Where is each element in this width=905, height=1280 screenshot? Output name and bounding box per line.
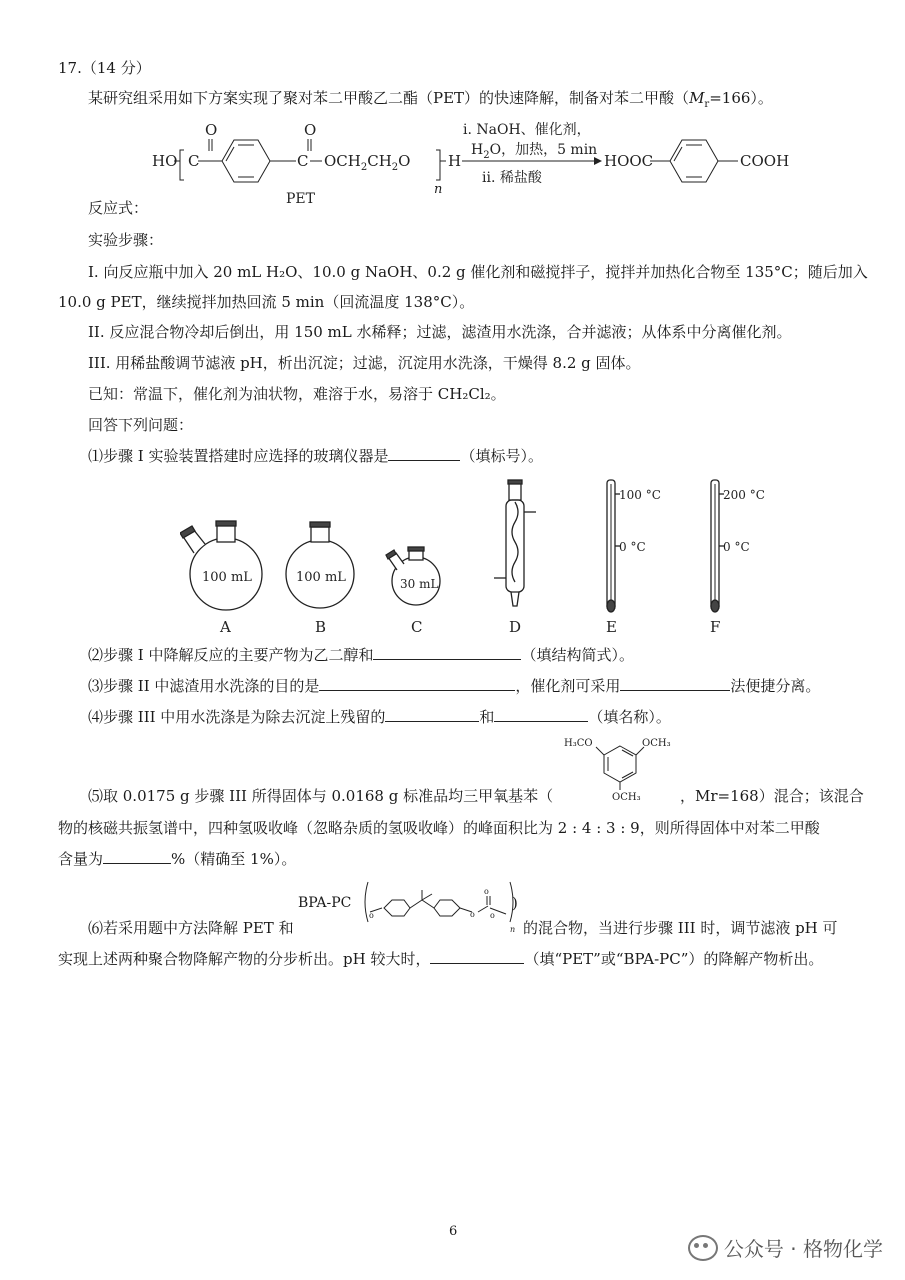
label-c: C [411, 618, 423, 636]
q2-suffix: （填结构简式）。 [521, 646, 634, 664]
therm-e-zero: 0 °C [619, 540, 646, 554]
tmb-och3-bottom: OCH₃ [612, 792, 641, 803]
watermark [688, 1233, 883, 1262]
flask-c-vol: 30 mL [400, 577, 439, 591]
q6-line1-b: 的混合物，当进行步骤 III 时，调节滤液 pH 可 [523, 919, 838, 937]
reaction-label: 反应式： [88, 199, 149, 217]
flask-b [286, 522, 354, 608]
rx-cond3: ii. 稀盐酸 [482, 170, 542, 186]
label-d: D [509, 618, 522, 636]
intro-text [88, 88, 773, 115]
q6-line1-a: ⑹若采用题中方法降解 PET 和 [88, 919, 294, 937]
rx-cooh: COOH [740, 152, 790, 170]
bpa-close-paren: ) [512, 894, 518, 912]
watermark-text: 公众号 · 格物化学 [723, 1237, 883, 1261]
rx-o1: O [205, 121, 218, 139]
answer-prompt: 回答下列问题： [88, 416, 194, 434]
flask-a [180, 521, 262, 610]
condenser-d [494, 480, 536, 606]
rx-cond2: $H_2O$，加热，5 min [471, 142, 598, 161]
svg-text:o: o [470, 910, 475, 919]
q3 [88, 676, 820, 696]
q3-text: ⑶步骤 II 中滤渣用水洗涤的目的是 [88, 677, 320, 695]
rx-c1: C [188, 152, 200, 170]
svg-text:o: o [369, 911, 374, 920]
q4-suffix: （填名称）。 [588, 708, 671, 726]
rx-h: H [448, 152, 462, 170]
q5-line1-a: ⑸取 0.0175 g 步骤 III 所得固体与 0.0168 g 标准品均三甲氧基苯（ [88, 787, 554, 805]
q3-suffix: 法便捷分离。 [730, 677, 821, 695]
q5-line1-b: ，Mr=168）混合；该混合 [680, 787, 864, 805]
apparatus-figure [180, 478, 770, 638]
q3-blank1[interactable] [319, 676, 515, 691]
bpa-n: n [510, 925, 516, 934]
intro-mr-sub: r [704, 99, 710, 110]
reaction-scheme [150, 118, 810, 210]
rx-n: n [434, 182, 443, 197]
q4-mid: 和 [479, 708, 495, 726]
rx-c2: C [297, 152, 309, 170]
question-header: 17.（14 分） [58, 59, 151, 77]
q5-blank[interactable] [103, 849, 171, 864]
intro-main: 某研究组采用如下方案实现了聚对苯二甲酸乙二酯（PET）的快速降解，制备对苯二甲酸（ [88, 89, 690, 107]
svg-text:o: o [490, 911, 495, 920]
intro-mr-val: =166）。 [709, 89, 773, 107]
q1-blank[interactable] [388, 446, 460, 461]
q1 [88, 446, 543, 466]
q1-suffix: （填标号）。 [460, 447, 543, 465]
q5-suffix: %（精确至 1%）。 [171, 850, 297, 868]
q6-text: 实现上述两种聚合物降解产物的分步析出。pH 较大时， [58, 950, 431, 968]
flask-c [386, 547, 440, 605]
bpa-label: BPA-PC [298, 895, 352, 911]
q2 [88, 645, 634, 665]
step1-line1: I. 向反应瓶中加入 20 mL H₂O、10.0 g NaOH、0.2 g 催化剂和磁搅拌子，搅拌并加热化合物至 135°C；随后加入 [88, 263, 868, 281]
rx-hooc: HOOC [604, 152, 654, 170]
label-e: E [606, 618, 617, 636]
q4-text: ⑷步骤 III 中用水洗涤是为除去沉淀上残留的 [88, 708, 386, 726]
q1-text: ⑴步骤 I 实验装置搭建时应选择的玻璃仪器是 [88, 447, 389, 465]
steps-title: 实验步骤： [88, 231, 164, 249]
intro-mr: M [689, 89, 705, 107]
therm-f-top: 200 °C [723, 488, 765, 502]
q6-suffix: （填“PET”或“BPA-PC”）的降解产物析出。 [524, 950, 824, 968]
q6-line2 [58, 949, 823, 969]
q2-blank[interactable] [373, 645, 521, 660]
known-info: 已知：常温下，催化剂为油状物，难溶于水，易溶于 CH₂Cl₂。 [88, 385, 506, 403]
step1-line2: 10.0 g PET，继续搅拌加热回流 5 min（回流温度 138°C）。 [58, 293, 475, 311]
rx-ester: $OCH_2CH_2O$ [324, 152, 411, 173]
q4-blank2[interactable] [494, 707, 588, 722]
label-a: A [220, 618, 231, 636]
q2-text: ⑵步骤 I 中降解反应的主要产物为乙二醇和 [88, 646, 374, 664]
flask-a-vol: 100 mL [202, 570, 252, 585]
rx-pet: PET [286, 191, 315, 207]
label-f: F [710, 618, 721, 636]
page-number: 6 [449, 1224, 458, 1239]
rx-o2: O [304, 121, 317, 139]
q4 [88, 707, 671, 727]
svg-text:o: o [484, 887, 489, 896]
therm-f-zero: 0 °C [723, 540, 750, 554]
flask-b-vol: 100 mL [296, 570, 346, 585]
therm-e-top: 100 °C [619, 488, 661, 502]
q5-line2: 物的核磁共振氢谱中，四种氢吸收峰（忽略杂质的氢吸收峰）的峰面积比为 2 : 4 : 3 : 9，则所得固体中对苯二甲酸 [58, 819, 820, 837]
wechat-icon [688, 1235, 718, 1261]
bpa-pc-structure [360, 872, 520, 934]
q3-blank2[interactable] [620, 676, 730, 691]
q3-mid: ，催化剂可采用 [515, 677, 621, 695]
trimethoxybenzene-structure [560, 732, 680, 804]
step3: III. 用稀盐酸调节滤液 pH，析出沉淀；过滤，沉淀用水洗涤，干燥得 8.2 g 固体。 [88, 354, 641, 372]
tmb-och3-left: H₃CO [564, 738, 593, 749]
q5-text: 含量为 [58, 850, 104, 868]
rx-cond1: i. NaOH、催化剂， [463, 122, 591, 138]
q5-line3 [58, 849, 296, 869]
q6-blank[interactable] [430, 949, 524, 964]
tmb-och3-right: OCH₃ [642, 738, 671, 749]
label-b: B [315, 618, 327, 636]
q4-blank1[interactable] [385, 707, 479, 722]
step2: II. 反应混合物冷却后倒出，用 150 mL 水稀释；过滤，滤渣用水洗涤，合并滤液；从体系中分离催化剂。 [88, 323, 792, 341]
rx-ho: HO [152, 152, 178, 170]
